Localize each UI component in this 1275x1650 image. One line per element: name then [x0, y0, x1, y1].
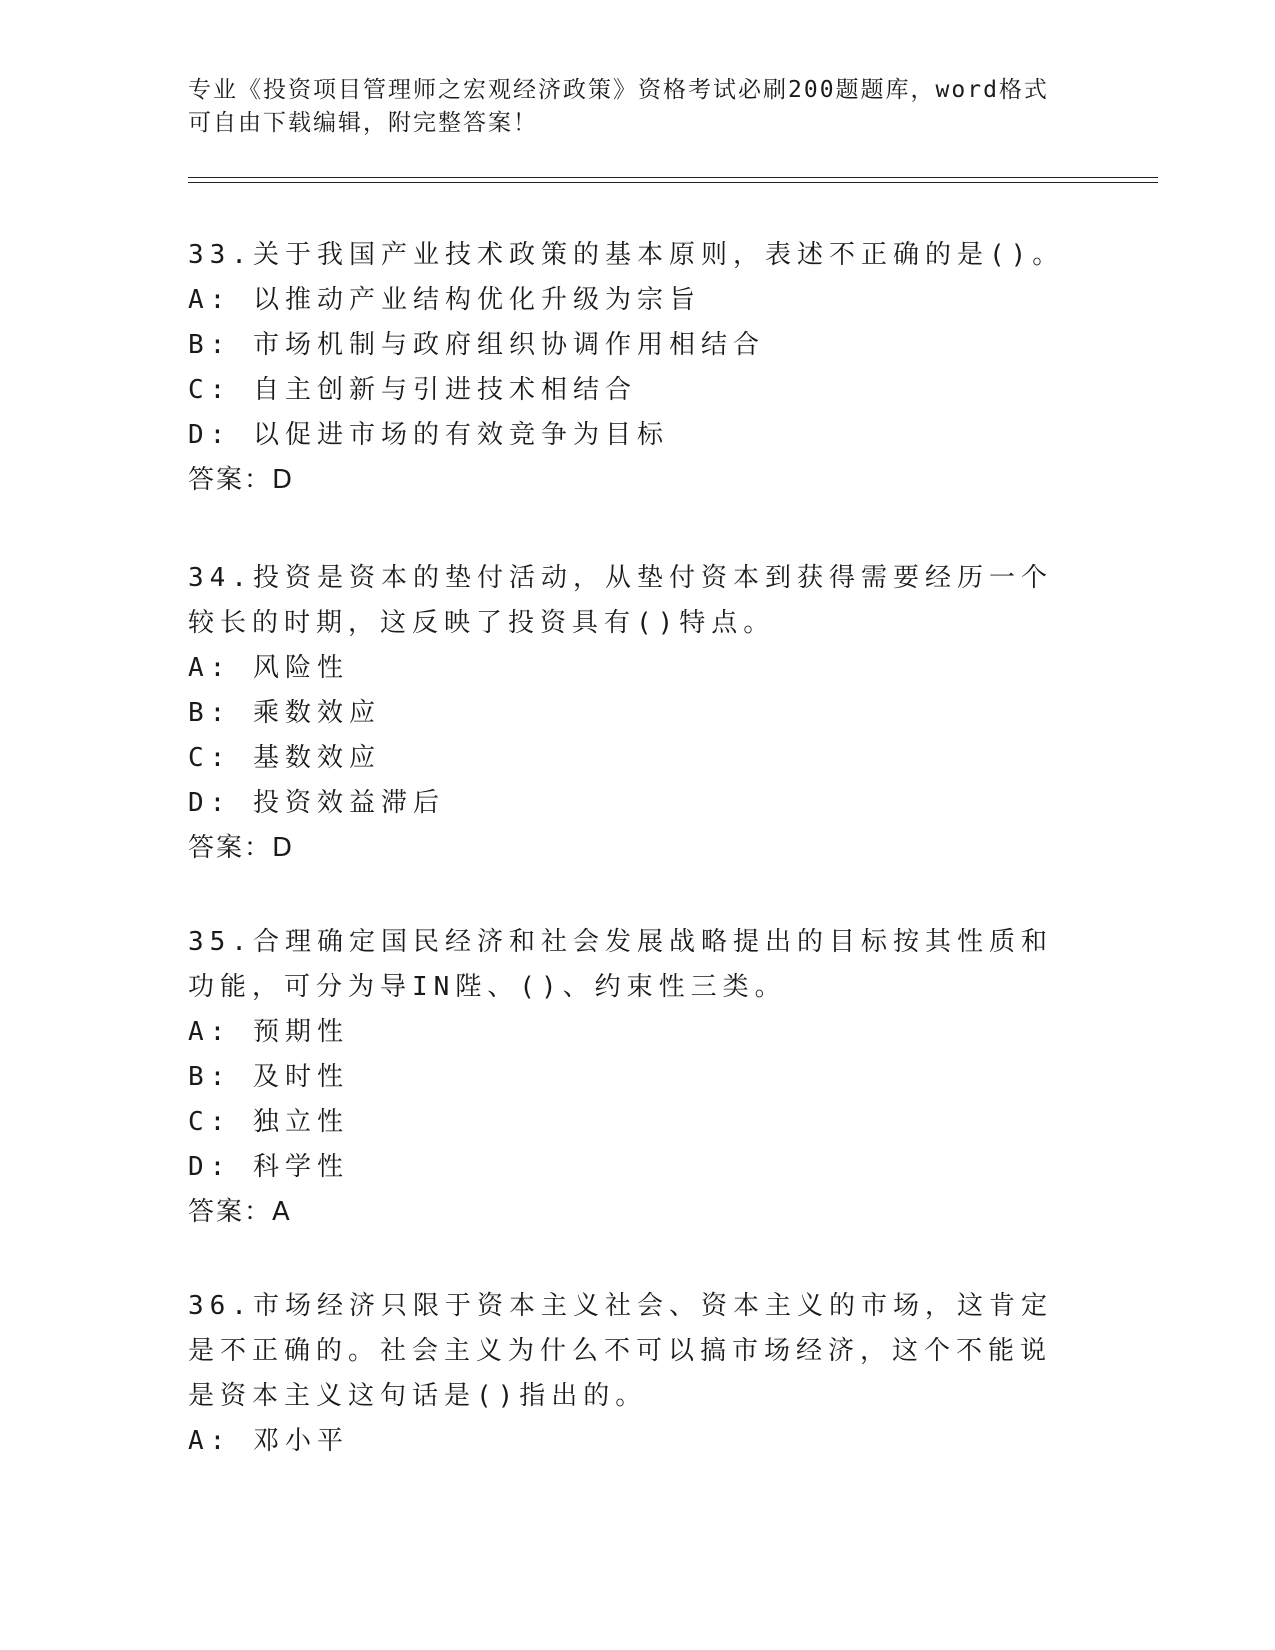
question-36 — [188, 1284, 1078, 1464]
option-a: A: 邓小平 — [188, 1426, 349, 1456]
answer: 答案：A — [188, 1197, 292, 1227]
question-35 — [188, 920, 1078, 1235]
answer: 答案：D — [188, 465, 295, 495]
question-stem: 34.投资是资本的垫付活动，从垫付资本到获得需要经历一个较长的时期，这反映了投资具有()特点。 — [188, 563, 1053, 638]
option-a: A: 风险性 — [188, 653, 349, 683]
question-stem: 36.市场经济只限于资本主义社会、资本主义的市场，这肯定是不正确的。社会主义为什么不可以搞市场经济，这个不能说是资本主义这句话是()指出的。 — [188, 1291, 1053, 1411]
header-divider-top — [188, 177, 1158, 178]
option-d: D: 以促进市场的有效竞争为目标 — [188, 420, 669, 450]
question-stem: 33.关于我国产业技术政策的基本原则，表述不正确的是()。 — [188, 240, 1065, 270]
option-b: B: 乘数效应 — [188, 698, 381, 728]
option-b: B: 及时性 — [188, 1062, 349, 1092]
option-a: A: 以推动产业结构优化升级为宗旨 — [188, 285, 701, 315]
option-c: C: 独立性 — [188, 1107, 349, 1137]
answer: 答案：D — [188, 833, 295, 863]
header-divider-bottom — [188, 182, 1158, 183]
question-stem: 35.合理确定国民经济和社会发展战略提出的目标按其性质和功能，可分为导IN陛、()、约束性三类。 — [188, 927, 1053, 1002]
option-a: A: 预期性 — [188, 1017, 349, 1047]
option-c: C: 基数效应 — [188, 743, 381, 773]
question-34 — [188, 556, 1078, 871]
question-33 — [188, 233, 1078, 503]
document-header: 专业《投资项目管理师之宏观经济政策》资格考试必刷200题题库，word格式可自由下载编辑，附完整答案！ — [188, 77, 1049, 136]
option-d: D: 科学性 — [188, 1152, 349, 1182]
option-d: D: 投资效益滞后 — [188, 788, 445, 818]
option-b: B: 市场机制与政府组织协调作用相结合 — [188, 330, 765, 360]
option-c: C: 自主创新与引进技术相结合 — [188, 375, 637, 405]
